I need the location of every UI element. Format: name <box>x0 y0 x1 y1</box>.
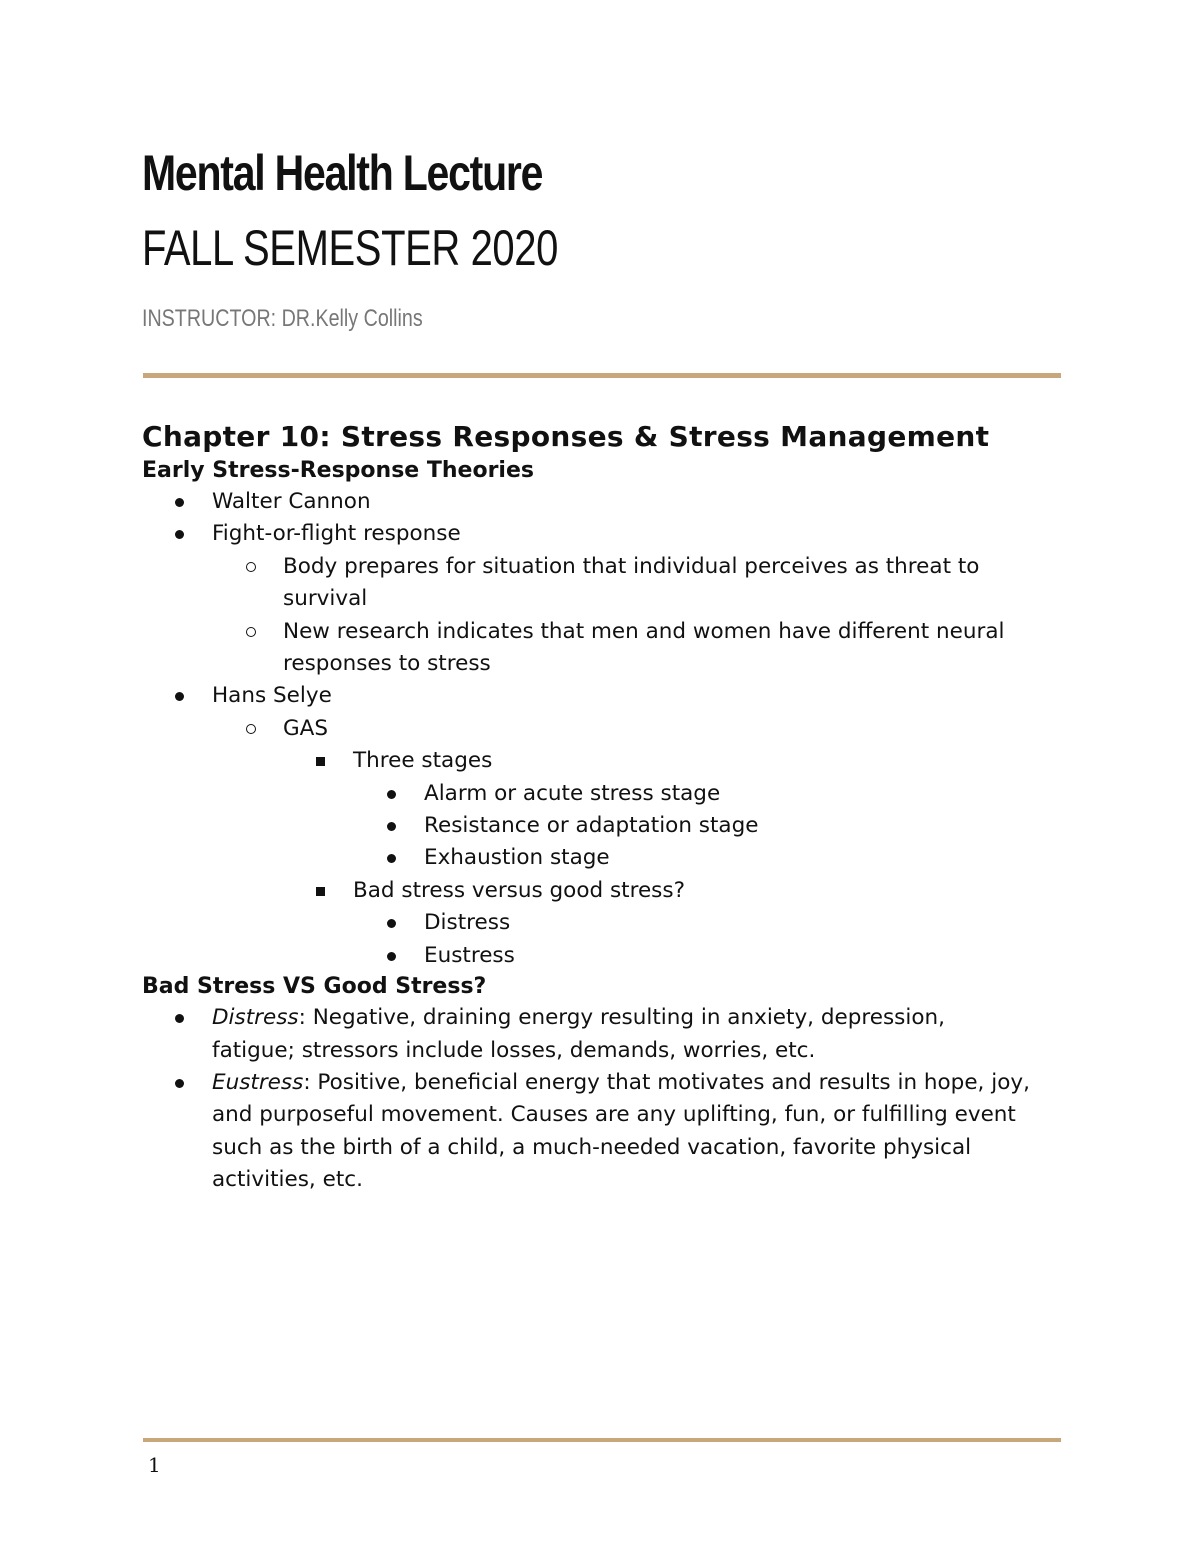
list-item <box>142 842 1062 874</box>
document-subtitle: FALL SEMESTER 2020 <box>142 220 558 276</box>
eustress-definition: : Positive, beneficial energy that motivates and results in hope, joy, and purposeful movement. Causes are any uplifting, fun, or fulfilling event such as the birth of a child, a much-needed vacation, favorite physical activities, etc. <box>212 1069 1030 1193</box>
list-item-text: Exhaustion stage <box>424 845 610 871</box>
early-theories-list <box>142 486 1062 972</box>
header-divider <box>143 373 1061 378</box>
list-item <box>142 680 1062 712</box>
list-item-text: Resistance or adaptation stage <box>424 813 759 839</box>
bullet-circle-icon <box>246 616 256 648</box>
list-item <box>142 616 1062 681</box>
list-item-text: Fight-or-flight response <box>212 521 461 547</box>
list-item <box>142 1002 1032 1067</box>
distress-term: Distress <box>212 1005 299 1031</box>
list-item <box>142 713 1062 745</box>
document-title: Mental Health Lecture <box>142 145 543 201</box>
list-item <box>142 810 1062 842</box>
list-item <box>142 518 1062 550</box>
list-item-text: Bad stress versus good stress? <box>353 877 686 903</box>
footer-divider <box>143 1438 1061 1442</box>
list-item-text: Distress <box>424 910 511 936</box>
bullet-dot-icon <box>387 778 396 810</box>
bad-vs-good-list <box>142 1002 1062 1196</box>
list-item <box>142 1067 1032 1197</box>
bullet-square-icon <box>316 745 325 777</box>
list-item <box>142 745 1062 777</box>
list-item-text: Alarm or acute stress stage <box>424 780 721 806</box>
list-item <box>142 875 1062 907</box>
section-heading-bad-vs-good: Bad Stress VS Good Stress? <box>142 974 487 1000</box>
bullet-dot-icon <box>175 680 184 712</box>
list-item-text: Walter Cannon <box>212 489 371 514</box>
page-number: 1 <box>148 1453 161 1477</box>
bullet-circle-icon <box>246 551 256 583</box>
bullet-dot-icon <box>387 810 396 842</box>
list-item-text: GAS <box>283 715 329 741</box>
list-item-text: Eustress <box>424 942 515 968</box>
list-item <box>142 486 1062 518</box>
bullet-dot-icon <box>387 907 396 939</box>
list-item-text: New research indicates that men and women have different neural responses to stress <box>283 618 1005 677</box>
list-item-text: Hans Selye <box>212 683 332 709</box>
bullet-square-icon <box>316 875 325 907</box>
instructor-line: INSTRUCTOR: DR.Kelly Collins <box>142 305 423 332</box>
bullet-dot-icon <box>387 940 396 972</box>
eustress-term: Eustress <box>212 1069 304 1095</box>
bullet-dot-icon <box>387 842 396 874</box>
list-item <box>142 778 1062 810</box>
list-item-text: Body prepares for situation that individual perceives as threat to survival <box>283 553 980 612</box>
document-body <box>142 418 1062 1197</box>
bullet-dot-icon <box>175 1067 184 1099</box>
bullet-dot-icon <box>175 518 184 550</box>
bullet-circle-icon <box>246 713 256 745</box>
bullet-dot-icon <box>175 486 184 518</box>
list-item-text: Three stages <box>353 748 493 774</box>
distress-definition: : Negative, draining energy resulting in anxiety, depression, fatigue; stressors include losses, demands, worries, etc. <box>212 1005 945 1063</box>
bullet-dot-icon <box>175 1002 184 1034</box>
list-item <box>142 940 1062 972</box>
chapter-heading: Chapter 10: Stress Responses & Stress Management <box>142 420 990 453</box>
list-item <box>142 907 1062 939</box>
list-item <box>142 551 1062 616</box>
section-heading-early-theories: Early Stress-Response Theories <box>142 458 534 483</box>
